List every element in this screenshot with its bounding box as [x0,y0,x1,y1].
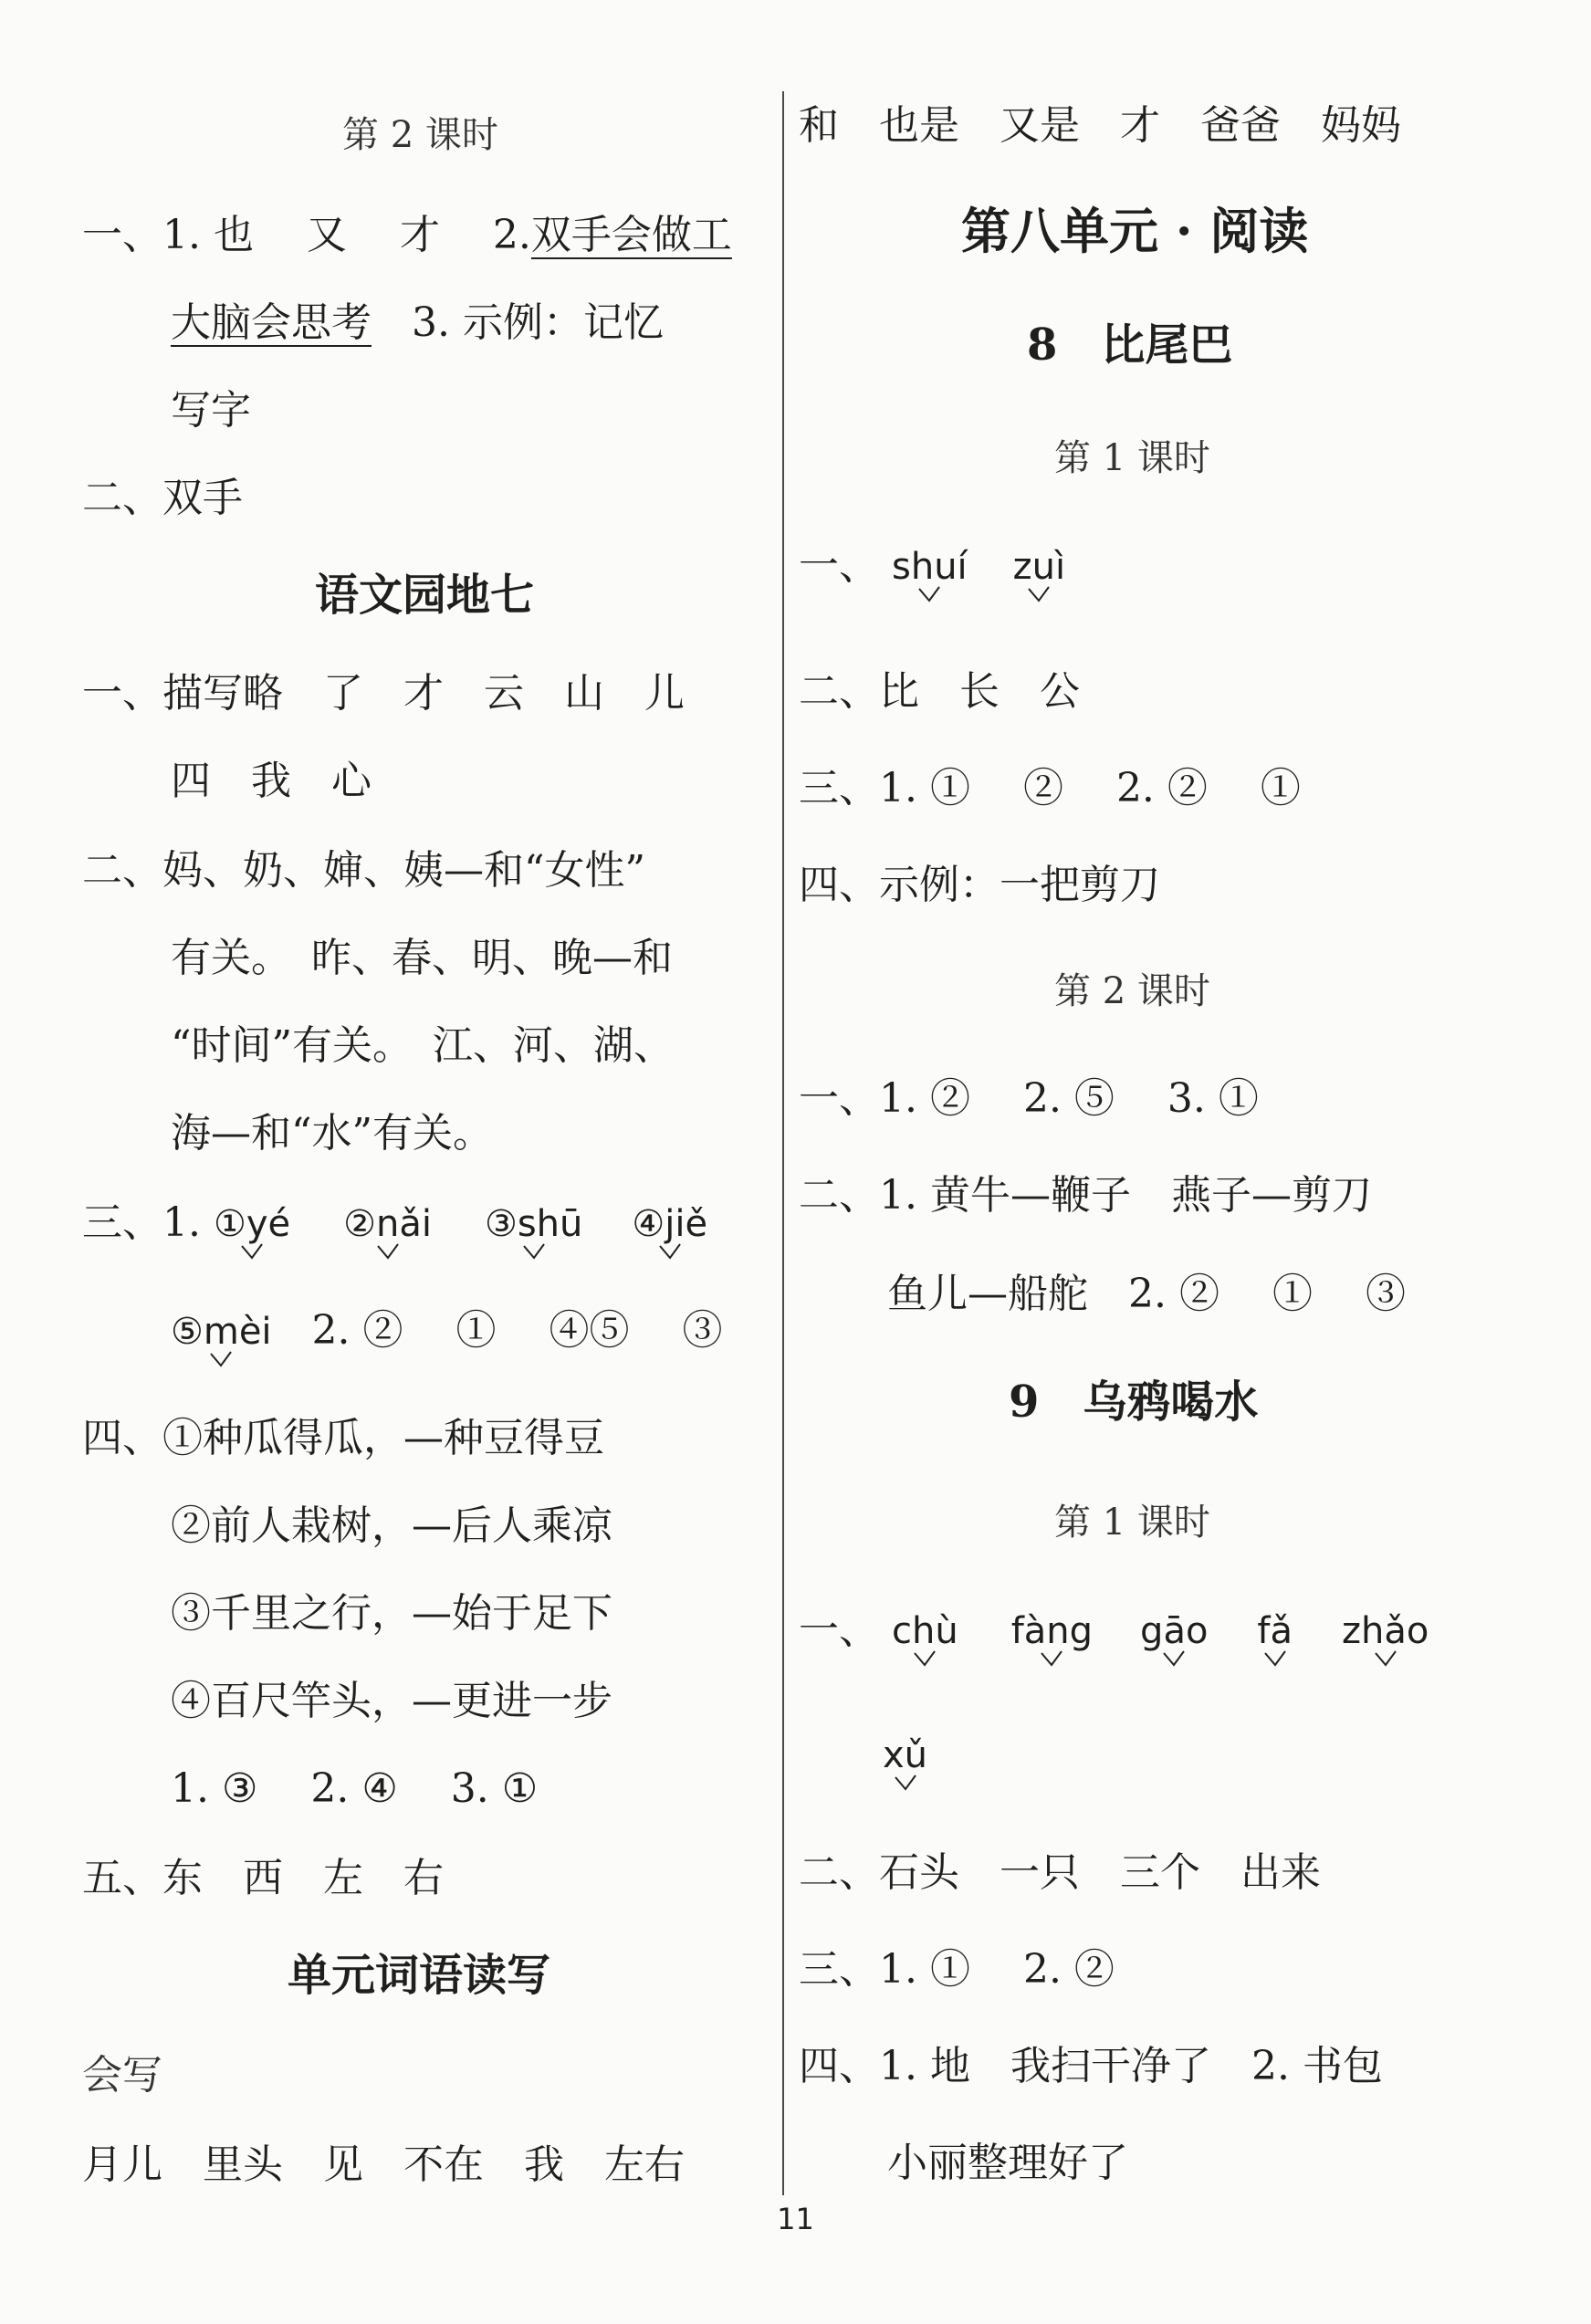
answer-line: 五、东 西 左 右 [82,1855,444,1901]
pinyin-answer-line: ⑤mèi 2. ② ① ④⑤ ③ [171,1305,722,1357]
answer-line: 1. ③ 2. ④ 3. ① [171,1765,539,1812]
pinyin-item: zuì [1013,541,1065,592]
underlined-answer: 双手会做工 [530,212,732,258]
underlined-answer: 大脑会思考 [171,299,372,346]
answer-line: 四 我 心 [171,758,372,804]
section-title: 单元词语读写 [288,1950,551,2001]
answer-line: 海—和“水”有关。 [171,1110,493,1157]
answer-line: 写字 [171,387,251,434]
lesson-heading: 第 1 课时 [1054,1502,1210,1544]
answer-line: 大脑会思考 3. 示例：记忆 [171,298,664,349]
check-mark-icon [1162,1649,1186,1668]
answer-line: ④百尺竿头，—更进一步 [171,1678,612,1724]
pinyin-answer-line: 一、 chù fàng gāo fǎ zhǎo [799,1605,1429,1657]
pinyin-item: ③shū [485,1199,582,1250]
pinyin-item: fǎ [1257,1606,1293,1657]
answer-line: 一、1. ② 2. ⑤ 3. ① [799,1075,1259,1122]
answer-line: 和 也是 又是 才 爸爸 妈妈 [799,102,1401,149]
check-mark-icon [522,1242,546,1261]
lesson-heading: 第 1 课时 [1054,437,1210,479]
answer-line: 四、①种瓜得瓜，—种豆得豆 [82,1415,604,1461]
answer-line: 二、妈、奶、婶、姨—和“女性” [82,847,645,894]
subsection-label: 会写 [82,2052,162,2099]
answer-line: 三、1. ① ② 2. ② ① [799,765,1301,811]
pinyin-item: fàng [1011,1606,1093,1657]
lesson-heading: 第 2 课时 [1054,970,1210,1012]
lesson-title: 8 比尾巴 [1027,319,1233,371]
check-mark-icon [917,585,941,603]
column-divider [782,91,784,2195]
check-mark-icon [1040,1649,1063,1668]
answer-line: 小丽整理好了 [887,2140,1128,2186]
answer-line: 月儿 里头 见 不在 我 左右 [82,2141,685,2188]
pinyin-item: xǔ [883,1730,927,1781]
answer-line: 二、双手 [82,475,243,521]
answer-line: 一、1. 也 又 才 2.双手会做工 [82,210,732,261]
check-mark-icon [1374,1649,1397,1668]
answer-line: 鱼儿—船舵 2. ② ① ③ [887,1271,1406,1317]
answer-line: 三、1. ① 2. ② [799,1946,1115,1993]
unit-title: 第八单元 · 阅读 [961,202,1309,260]
answer-line: 二、1. 黄牛—鞭子 燕子—剪刀 [799,1172,1372,1219]
answer-line: 四、1. 地 我扫干净了 2. 书包 [799,2043,1383,2089]
check-mark-icon [894,1774,917,1792]
check-mark-icon [240,1242,264,1261]
pinyin-item: ⑤mèi [171,1306,272,1357]
check-mark-icon [913,1649,937,1668]
pinyin-item: zhǎo [1342,1606,1429,1657]
pinyin-item: shuí [892,541,968,592]
answer-line: 二、比 长 公 [799,668,1080,715]
pinyin-answer-line: 三、1. ①yé ②nǎi ③shū ④jiě [82,1198,707,1250]
check-mark-icon [1027,585,1051,603]
answer-line: 四、示例：一把剪刀 [799,862,1160,908]
answer-line: 有关。 昨、春、明、晚—和 [171,935,673,981]
check-mark-icon [376,1242,400,1261]
answer-line: “时间”有关。 江、河、湖、 [171,1022,674,1069]
check-mark-icon [1263,1649,1287,1668]
pinyin-item: gāo [1140,1606,1208,1657]
lesson-title: 9 乌鸦喝水 [1009,1377,1259,1428]
pinyin-item: ④jiě [632,1199,707,1250]
check-mark-icon [209,1350,233,1368]
answer-line: 二、石头 一只 三个 出来 [799,1849,1321,1896]
answer-line: ③千里之行，—始于足下 [171,1590,612,1637]
pinyin-item: chù [892,1606,958,1657]
pinyin-item: ②nǎi [343,1199,432,1250]
pinyin-answer-line: 一、 shuí zuì [799,540,1065,592]
answer-line: 一、描写略 了 才 云 山 儿 [82,670,685,717]
answer-line: ②前人栽树，—后人乘凉 [171,1502,612,1549]
pinyin-item: ①yé [214,1199,290,1250]
section-title: 语文园地七 [315,570,535,621]
lesson-heading: 第 2 课时 [342,114,498,156]
check-mark-icon [658,1242,682,1261]
page-number: 11 [777,2202,814,2236]
pinyin-answer-line [883,1729,927,1781]
